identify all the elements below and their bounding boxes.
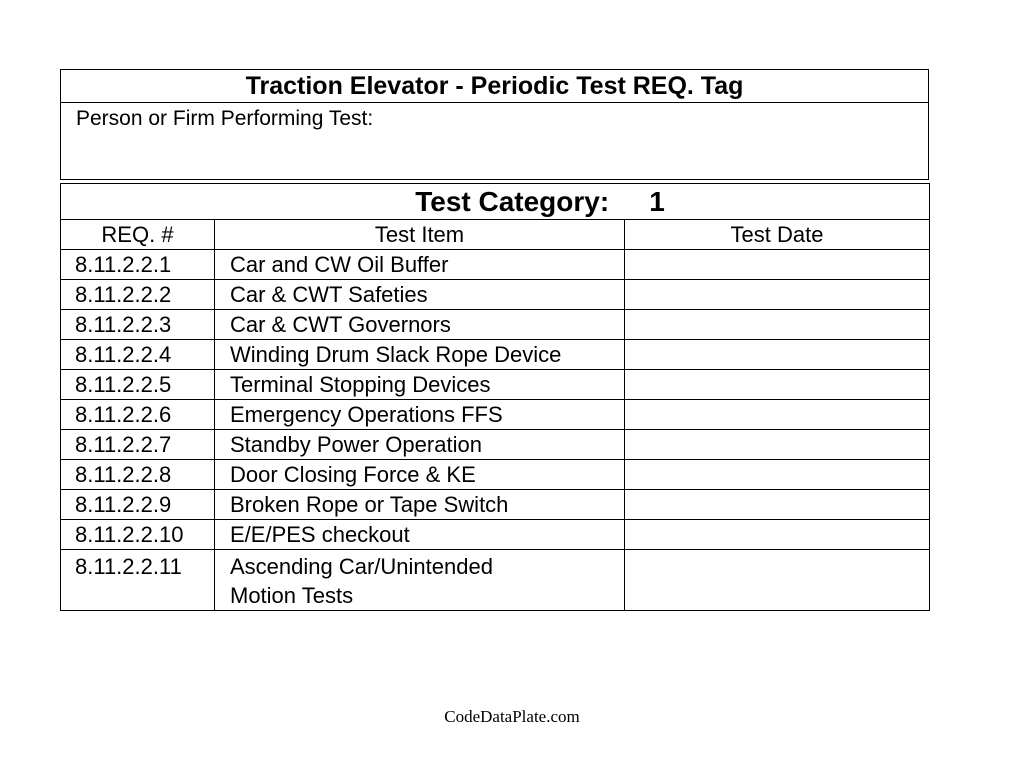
req-number: 8.11.2.2.7 xyxy=(61,430,215,460)
test-date-field[interactable] xyxy=(625,430,930,460)
test-table xyxy=(60,183,930,611)
test-category xyxy=(61,184,930,220)
table-row xyxy=(61,430,930,460)
tag-title: Traction Elevator - Periodic Test REQ. Tag xyxy=(61,70,928,103)
req-number: 8.11.2.2.2 xyxy=(61,280,215,310)
test-item: Standby Power Operation xyxy=(215,430,625,460)
req-number: 8.11.2.2.3 xyxy=(61,310,215,340)
table-row xyxy=(61,520,930,550)
test-tag xyxy=(60,69,929,611)
test-item: Car & CWT Governors xyxy=(215,310,625,340)
test-item: Winding Drum Slack Rope Device xyxy=(215,340,625,370)
req-number: 8.11.2.2.5 xyxy=(61,370,215,400)
table-row xyxy=(61,340,930,370)
req-number: 8.11.2.2.4 xyxy=(61,340,215,370)
test-date-field[interactable] xyxy=(625,340,930,370)
table-row xyxy=(61,490,930,520)
table-row xyxy=(61,250,930,280)
table-row xyxy=(61,370,930,400)
table-row xyxy=(61,280,930,310)
test-date-field[interactable] xyxy=(625,400,930,430)
tag-header xyxy=(60,69,929,180)
test-date-field[interactable] xyxy=(625,460,930,490)
test-item: Broken Rope or Tape Switch xyxy=(215,490,625,520)
category-label: Test Category: xyxy=(415,185,610,217)
column-header-row xyxy=(61,220,930,250)
test-item: Terminal Stopping Devices xyxy=(215,370,625,400)
test-date-field[interactable] xyxy=(625,490,930,520)
test-item: Emergency Operations FFS xyxy=(215,400,625,430)
req-number: 8.11.2.2.9 xyxy=(61,490,215,520)
req-number: 8.11.2.2.6 xyxy=(61,400,215,430)
performer-label: Person or Firm Performing Test: xyxy=(76,107,374,130)
test-date-field[interactable] xyxy=(625,370,930,400)
req-number: 8.11.2.2.8 xyxy=(61,460,215,490)
test-date-field[interactable] xyxy=(625,310,930,340)
req-number: 8.11.2.2.1 xyxy=(61,250,215,280)
category-value: 1 xyxy=(649,185,665,217)
req-number: 8.11.2.2.10 xyxy=(61,520,215,550)
test-date-field[interactable] xyxy=(625,520,930,550)
footer-brand: CodeDataPlate.com xyxy=(444,707,580,726)
test-item: Car and CW Oil Buffer xyxy=(215,250,625,280)
table-row xyxy=(61,550,930,611)
test-item: Door Closing Force & KE xyxy=(215,460,625,490)
req-number: 8.11.2.2.11 xyxy=(61,550,215,611)
test-item: E/E/PES checkout xyxy=(215,520,625,550)
performer-field[interactable] xyxy=(61,103,928,179)
table-row xyxy=(61,400,930,430)
test-item: Car & CWT Safeties xyxy=(215,280,625,310)
test-date-field[interactable] xyxy=(625,250,930,280)
test-date-field[interactable] xyxy=(625,550,930,611)
table-row xyxy=(61,310,930,340)
test-item: Ascending Car/Unintended Motion Tests xyxy=(215,550,625,611)
category-row xyxy=(61,184,930,220)
column-header-date: Test Date xyxy=(625,220,930,250)
column-header-req: REQ. # xyxy=(61,220,215,250)
table-row xyxy=(61,460,930,490)
column-header-item: Test Item xyxy=(215,220,625,250)
test-date-field[interactable] xyxy=(625,280,930,310)
